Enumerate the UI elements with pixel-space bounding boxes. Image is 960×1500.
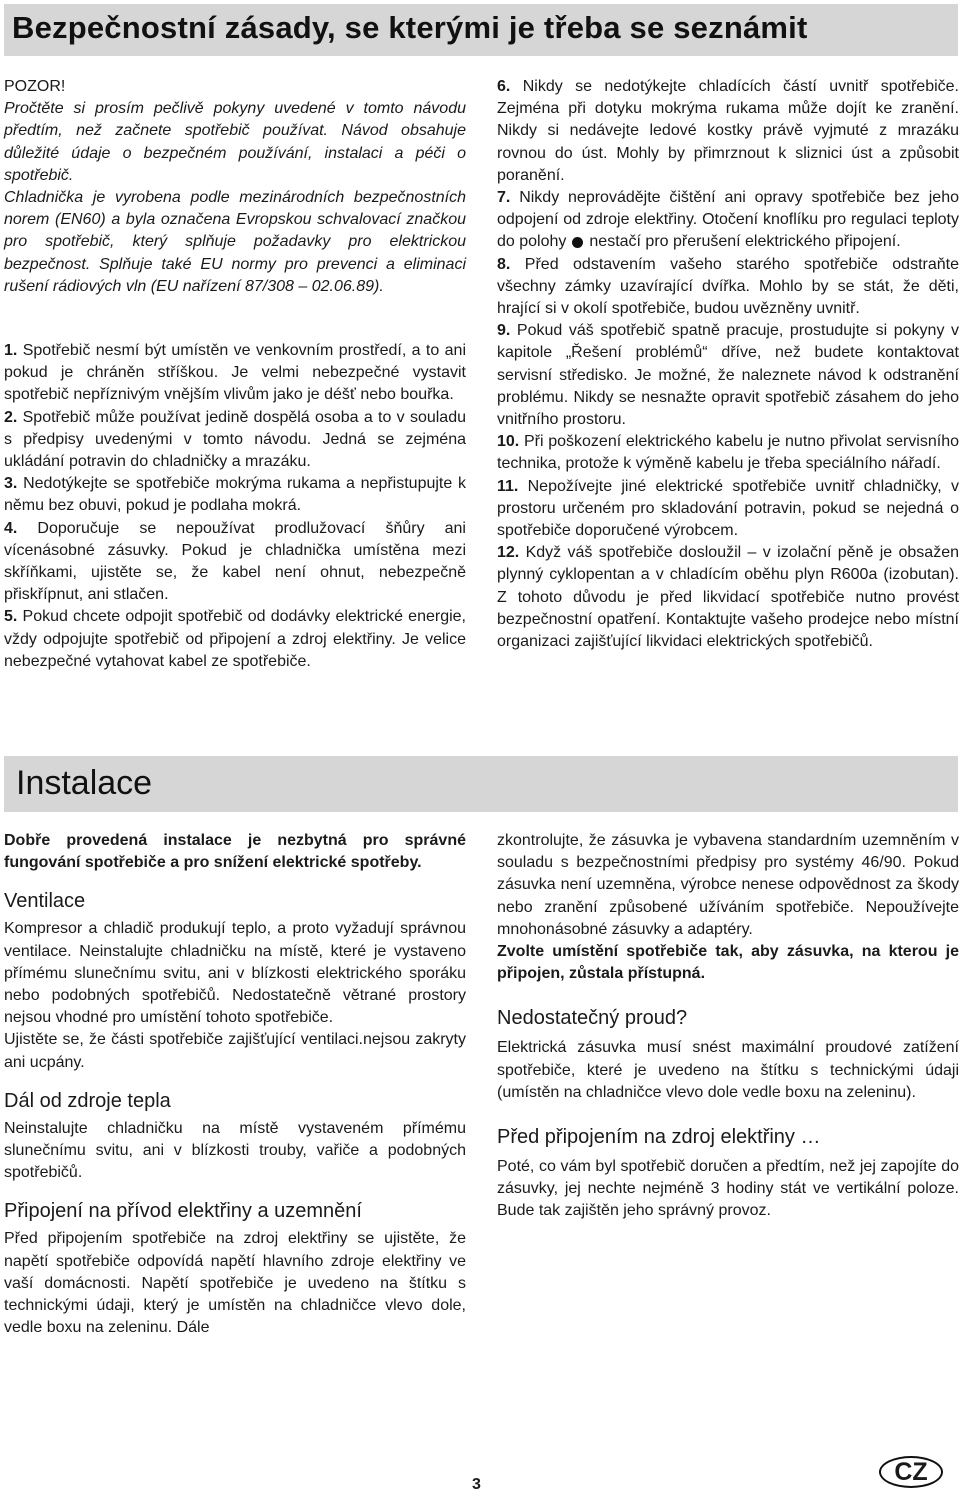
power-heading: Připojení na přívod elektřiny a uzemnění	[4, 1200, 362, 1223]
rule-item: 2. Spotřebič může používat jedině dospělá osoba a to v souladu s předpisy uvedenými v tomto návodu. Jedná se zejména ukládání potravin do chladničky a mrazáku.	[4, 408, 466, 471]
rule-item: 3. Nedotýkejte se spotřebiče mokrýma rukama a nepřistupujte k němu bez obuvi, pokud je podlaha mokrá.	[4, 475, 466, 515]
rule-item: 5. Pokud chcete odpojit spotřebič od dodávky elektrické energie, vždy odpojujte spotřebič od připojení a zdroj elektřiny. Je velice nebezpečné vytahovat kabel ze spotřebiče.	[4, 608, 467, 670]
installation-left	[4, 830, 466, 1339]
rule-item: 9. Pokud váš spotřebič spatně pracuje, prostudujte si pokyny v kapitole „Řešení problémů“ dříve, než budete kontaktovat servisní středisko. Je možné, že naleznete návod k odstranění problému. Nikdy se nesnažte opravit spotřebič zásahem do jeho vnitřního prostoru.	[497, 322, 960, 429]
power-text: Před připojením spotřebiče na zdroj elektřiny se ujistěte, že napětí spotřebiče odpovídá napětí hlavního zdroje elektřiny ve vaší domácnosti. Napětí spotřebiče je uvedeno na štítku s technickými údaji, který je umístěn na chladničce vlevo dole, vedle boxu na zeleninu. Dále	[4, 1230, 466, 1337]
warning-text-2: Chladnička je vyrobena podle mezinárodních bezpečnostních norem (EN60) a byla označena Evropskou schvalovací značkou pro spotřebič, který splňuje požadavky pro elektrickou bezpečnost. Splňuje také EU normy pro prevenci a eliminaci rušení rádiových vln (EU nařízení 87/308 – 02.06.89).	[4, 189, 466, 295]
title-banner	[4, 4, 958, 56]
before-connect-text: Poté, co vám byl spotřebič doručen a předtím, než jej zapojíte do zásuvky, jej nechte nejméně 3 hodiny stát ve vertikální poloze. Bude tak zajištěn jeho správný provoz.	[497, 1158, 959, 1220]
rule-item: 7. Nikdy neprovádějte čištění ani opravy spotřebiče bez jeho odpojení od zdroje elektřiny. Otočení knoflíku pro regulaci teploty do polohy nestačí pro přerušení elektrického připojení.	[497, 189, 960, 251]
rule-item: 8. Před odstavením vašeho starého spotřebiče odstraňte všechny zámky uzavírající dvířka. Mohlo by se stát, že děti, hrající si v okolí spotřebiče, budou uvězněny uvnitř.	[497, 255, 959, 318]
warning-text-1: Pročtěte si prosím pečlivě pokyny uvedené v tomto návodu předtím, než začnete spotřebič používat. Návod obsahuje důležité údaje o bezpečném používání, instalaci a péči o spotřebič.	[4, 100, 466, 184]
country-code-badge: CZ	[879, 1456, 943, 1488]
before-connect-heading: Před připojením na zdroj elektřiny …	[497, 1126, 821, 1149]
warning-block	[4, 76, 466, 298]
ventilation-text-2: Ujistěte se, že části spotřebiče zajišťující ventilaci.nejsou zakryty ani ucpány.	[4, 1031, 466, 1071]
heat-heading: Dál od zdroje tepla	[4, 1089, 171, 1112]
rule-item: 4. Doporučuje se nepoužívat prodlužovací šňůry ani vícenásobné zásuvky. Pokud je chladnička umístěna mezi skříňkami, ujistěte se, že kabel není ohnut, nebezpečně přiskřípnut, ani stlačen.	[4, 519, 466, 604]
current-text: Elektrická zásuvka musí snést maximální proudové zatížení spotřebiče, které je uvedeno na štítku s technickými údaji (umístěn na chladničce vlevo dole vedle boxu na zeleninu).	[497, 1039, 959, 1101]
ventilation-text: Kompresor a chladič produkují teplo, a proto vyžadují správnou ventilace. Neinstalujte chladničku na místě, které je vystaveno přímému slunečnímu svitu, ani v blízkosti elektrického sporáku nebo podobných spotřebičů. Nedostatečně větrané prostory nejsou vhodné pro umístění tohoto spotřebiče.	[4, 920, 466, 1027]
page-number: 3	[472, 1476, 481, 1493]
off-position-dot-icon	[572, 237, 583, 248]
ventilation-heading: Ventilace	[4, 890, 86, 913]
rule-item: 12. Když váš spotřebiče dosloužil – v izolační pěně je obsažen plynný cyklopentan a v chladícím oběhu plyn R600a (izobutan). Z tohoto důvodu je před likvidací spotřebiče nutno provést bezpečnostní opatření. Kontaktujte vašeho prodejce nebo místní organizaci zajišťující likvidaci elektrických spotřebičů.	[497, 544, 959, 651]
installation-title: Instalace	[16, 764, 153, 802]
power-note: Zvolte umístění spotřebiče tak, aby zásuvka, na kterou je připojen, zůstala přístupná.	[497, 943, 959, 983]
rule-item: 10. Při poškození elektrického kabelu je nutno přivolat servisního technika, protože k výměně kabelu je třeba speciálního nářadí.	[497, 433, 959, 473]
installation-right	[497, 830, 959, 1223]
rule-item: 11. Nepožívejte jiné elektrické spotřebiče uvnitř chladničky, v prostoru určeném pro skladování potravin, pokud se nejedná o spotřebiče doporučené výrobcem.	[497, 477, 959, 540]
installation-intro: Dobře provedená instalace je nezbytná pro správné fungování spotřebiče a pro snížení elektrické spotřeby.	[4, 832, 466, 872]
heat-text: Neinstalujte chladničku na místě vystaveném přímému slunečnímu svitu, ani v blízkosti trouby, vařiče a podobných spotřebičů.	[4, 1119, 466, 1182]
safety-rules-right	[497, 76, 959, 653]
rule-item: 6. Nikdy se nedotýkejte chladících částí uvnitř spotřebiče. Zejména při dotyku mokrýma rukama může dojít ke zranění. Nikdy si nedávejte ledové kostky právě vyjmuté z mrazáku rovnou do úst. Mohly by přimrznout k sliznici úst a způsobit poranění.	[497, 78, 959, 184]
rule-item: 1. Spotřebič nesmí být umístěn ve venkovním prostředí, a to ani pokud je chráněn stříškou. Je velmi nebezpečné vystavit spotřebič nepříznivým vnějším vlivům jako je déšť nebo bouřka.	[4, 342, 467, 404]
power-text-continued: zkontrolujte, že zásuvka je vybavena standardním uzemněním v souladu s bezpečnostními předpisy pro systémy 46/90. Pokud zásuvka není uzemněna, výrobce nenese odpovědnost za škody nebo zranění způsobené užíváním spotřebiče. Nepoužívejte mnohonásobné zásuvky a adaptéry.	[497, 832, 959, 938]
installation-banner	[4, 756, 958, 812]
current-heading: Nedostatečný proud?	[497, 1007, 688, 1030]
warning-label: POZOR!	[4, 78, 66, 95]
page-title: Bezpečnostní zásady, se kterými je třeba se seznámit	[12, 10, 808, 45]
safety-rules-left	[4, 340, 466, 673]
